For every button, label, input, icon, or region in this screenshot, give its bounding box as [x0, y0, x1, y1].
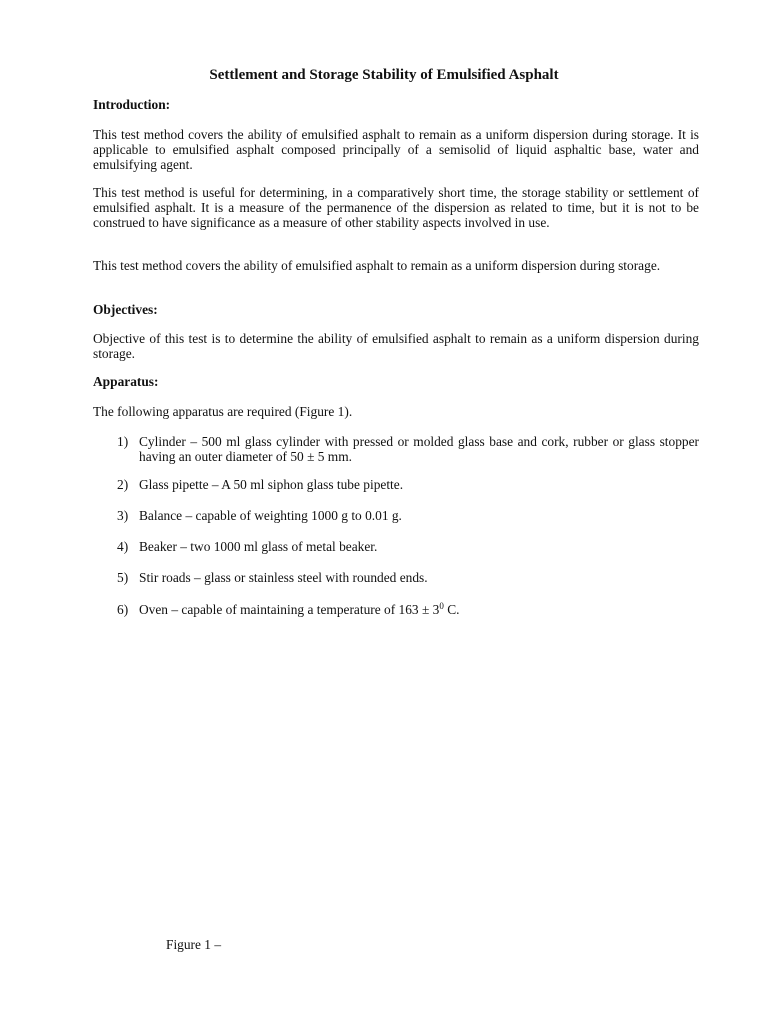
degree-superscript: 0: [439, 601, 444, 611]
document-title: Settlement and Storage Stability of Emulsified Asphalt: [209, 67, 559, 83]
apparatus-heading: Apparatus:: [93, 374, 159, 389]
list-text: Cylinder – 500 ml glass cylinder with pressed or molded glass base and cork, rubber or glass stopper having an outer diameter of 50 ± 5 mm.: [139, 434, 699, 464]
introduction-paragraph-3: This test method covers the ability of emulsified asphalt to remain as a uniform dispersion during storage.: [93, 258, 661, 273]
introduction-paragraph-1: This test method covers the ability of emulsified asphalt to remain as a uniform dispersion during storage. It is applicable to emulsified asphalt composed principally of a semisolid of liquid asphaltic base, water and emulsifying agent.: [93, 127, 699, 172]
list-text: [139, 602, 699, 617]
apparatus-intro: The following apparatus are required (Figure 1).: [93, 404, 353, 419]
list-text: Stir roads – glass or stainless steel with rounded ends.: [139, 570, 428, 585]
list-text: Beaker – two 1000 ml glass of metal beaker.: [139, 539, 378, 554]
introduction-heading: Introduction:: [93, 97, 171, 112]
list-text-before: Oven – capable of maintaining a temperature of 163 ± 3: [139, 602, 440, 617]
objectives-paragraph: Objective of this test is to determine the ability of emulsified asphalt to remain as a uniform dispersion during storage.: [93, 331, 699, 361]
list-number: 2): [117, 477, 129, 492]
objectives-heading: Objectives:: [93, 302, 158, 317]
list-text-after: C.: [443, 602, 460, 617]
figure-caption: Figure 1 –: [166, 937, 222, 952]
list-number: 4): [117, 539, 129, 554]
list-text: Balance – capable of weighting 1000 g to 0.01 g.: [139, 508, 402, 523]
introduction-paragraph-2: This test method is useful for determining, in a comparatively short time, the storage stability or settlement of emulsified asphalt. It is a measure of the permanence of the dispersion as related to time, but it is not to be construed to have significance as a measure of other stability aspects involved in use.: [93, 185, 699, 230]
list-number: 5): [117, 570, 129, 585]
list-text: Glass pipette – A 50 ml siphon glass tube pipette.: [139, 477, 404, 492]
list-number: 3): [117, 508, 129, 523]
list-number: 6): [117, 602, 129, 617]
list-number: 1): [117, 434, 129, 449]
